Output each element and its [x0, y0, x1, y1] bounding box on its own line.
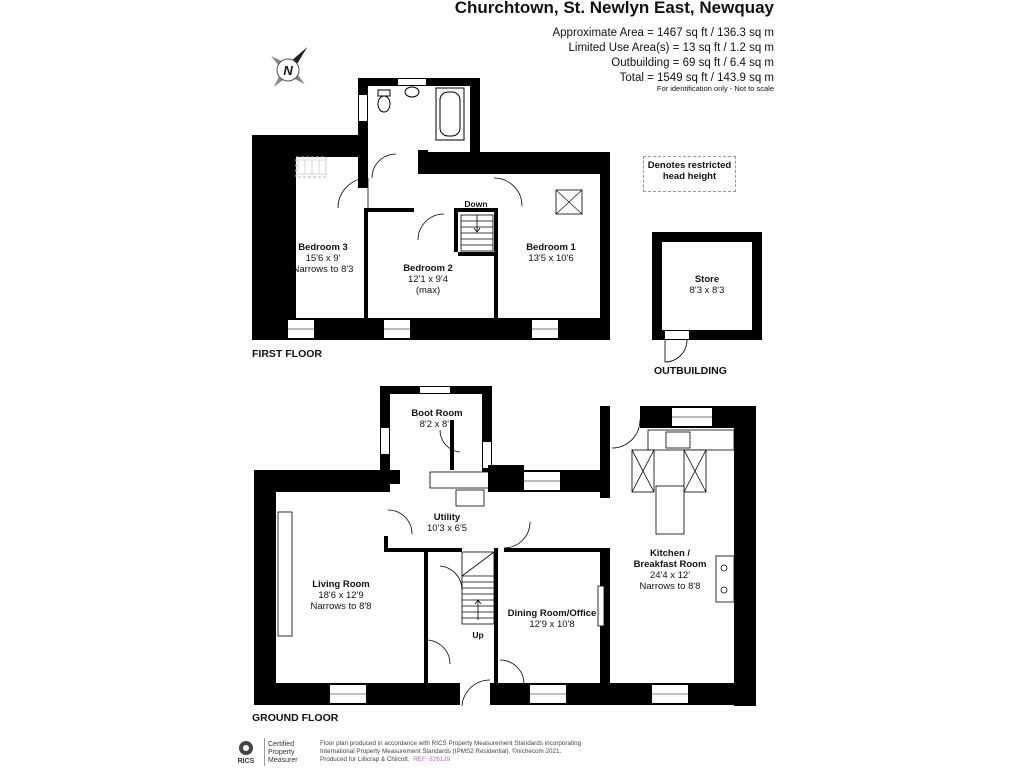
area-limited-use: Limited Use Area(s) = 13 sq ft / 1.2 sq m: [568, 42, 774, 54]
bedroom1-dim: 13'5 x 10'6: [528, 253, 574, 264]
disclaimer-line-2: International Property Measurement Standards (IPMS2 Residential). ©nichecom 2021.: [320, 748, 562, 755]
plan-title: Churchtown, St. Newlyn East, Newquay: [454, 0, 774, 17]
utility-name: Utility: [433, 512, 461, 523]
legend-line-1: Denotes restricted: [647, 160, 732, 171]
kitchen-name-line1: Kitchen /: [649, 548, 691, 559]
living-room-note: Narrows to 8'8: [310, 601, 372, 612]
store-dim: 8'3 x 8'3: [689, 285, 725, 296]
first-floor-label: FIRST FLOOR: [252, 348, 322, 360]
dining-room-dim: 12'9 x 10'8: [529, 619, 575, 630]
bedroom3-note: Narrows to 8'3: [292, 264, 354, 275]
disclaimer: [320, 740, 620, 764]
disclaimer-line-3: [320, 756, 620, 764]
area-total: Total = 1549 sq ft / 143.9 sq m: [619, 72, 774, 84]
compass-label: N: [283, 63, 293, 78]
bedroom2-note: (max): [415, 285, 441, 296]
living-room-dim: 18'6 x 12'9: [318, 590, 364, 601]
compass-icon: [269, 44, 311, 89]
scale-note: For identification only - Not to scale: [656, 84, 774, 93]
gf-up-label: Up: [472, 630, 484, 640]
producer: Produced for Lillicrap & Chilcott.: [320, 756, 410, 763]
cert-line-1: Certified: [268, 741, 295, 748]
bedroom3-dim: 15'6 x 9': [305, 253, 341, 264]
dining-room-name: Dining Room/Office: [507, 608, 597, 619]
disclaimer-line-1: Floor plan produced in accordance with RICS Property Measurement Standards incorporating: [320, 740, 582, 747]
footer-divider: [264, 738, 265, 766]
ff-down-label: Down: [464, 199, 488, 209]
bedroom2-name: Bedroom 2: [403, 263, 453, 274]
rics-logo-icon: [232, 739, 260, 765]
store-name: Store: [694, 274, 720, 285]
utility-dim: 10'3 x 6'5: [426, 523, 468, 534]
reference-number: REF: 826139: [413, 756, 451, 763]
legend-line-2: head height: [662, 171, 717, 182]
cert-line-2: Property: [268, 749, 295, 756]
cert-line-3: Measurer: [268, 757, 298, 764]
kitchen-name-line2: Breakfast Room: [633, 559, 707, 570]
certified-measurer: [268, 741, 298, 765]
footer: [232, 737, 652, 767]
ground-floor-label: GROUND FLOOR: [252, 712, 339, 724]
bedroom1-name: Bedroom 1: [526, 242, 576, 253]
boot-room-name: Boot Room: [411, 408, 463, 419]
first-floor-plan: [252, 78, 610, 340]
area-outbuilding: Outbuilding = 69 sq ft / 6.4 sq m: [611, 57, 774, 69]
outbuilding-plan: [652, 232, 762, 362]
bedroom2-dim: 12'1 x 9'4: [407, 274, 449, 285]
kitchen-note: Narrows to 8'8: [639, 581, 701, 592]
bedroom3-name: Bedroom 3: [298, 242, 348, 253]
boot-room-dim: 8'2 x 8'1: [419, 419, 455, 430]
svg-text:RICS: RICS: [237, 758, 255, 765]
living-room-name: Living Room: [312, 579, 370, 590]
area-approximate: Approximate Area = 1467 sq ft / 136.3 sq m: [552, 27, 774, 39]
outbuilding-label: OUTBUILDING: [654, 365, 727, 377]
kitchen-dim: 24'4 x 12': [649, 570, 691, 581]
